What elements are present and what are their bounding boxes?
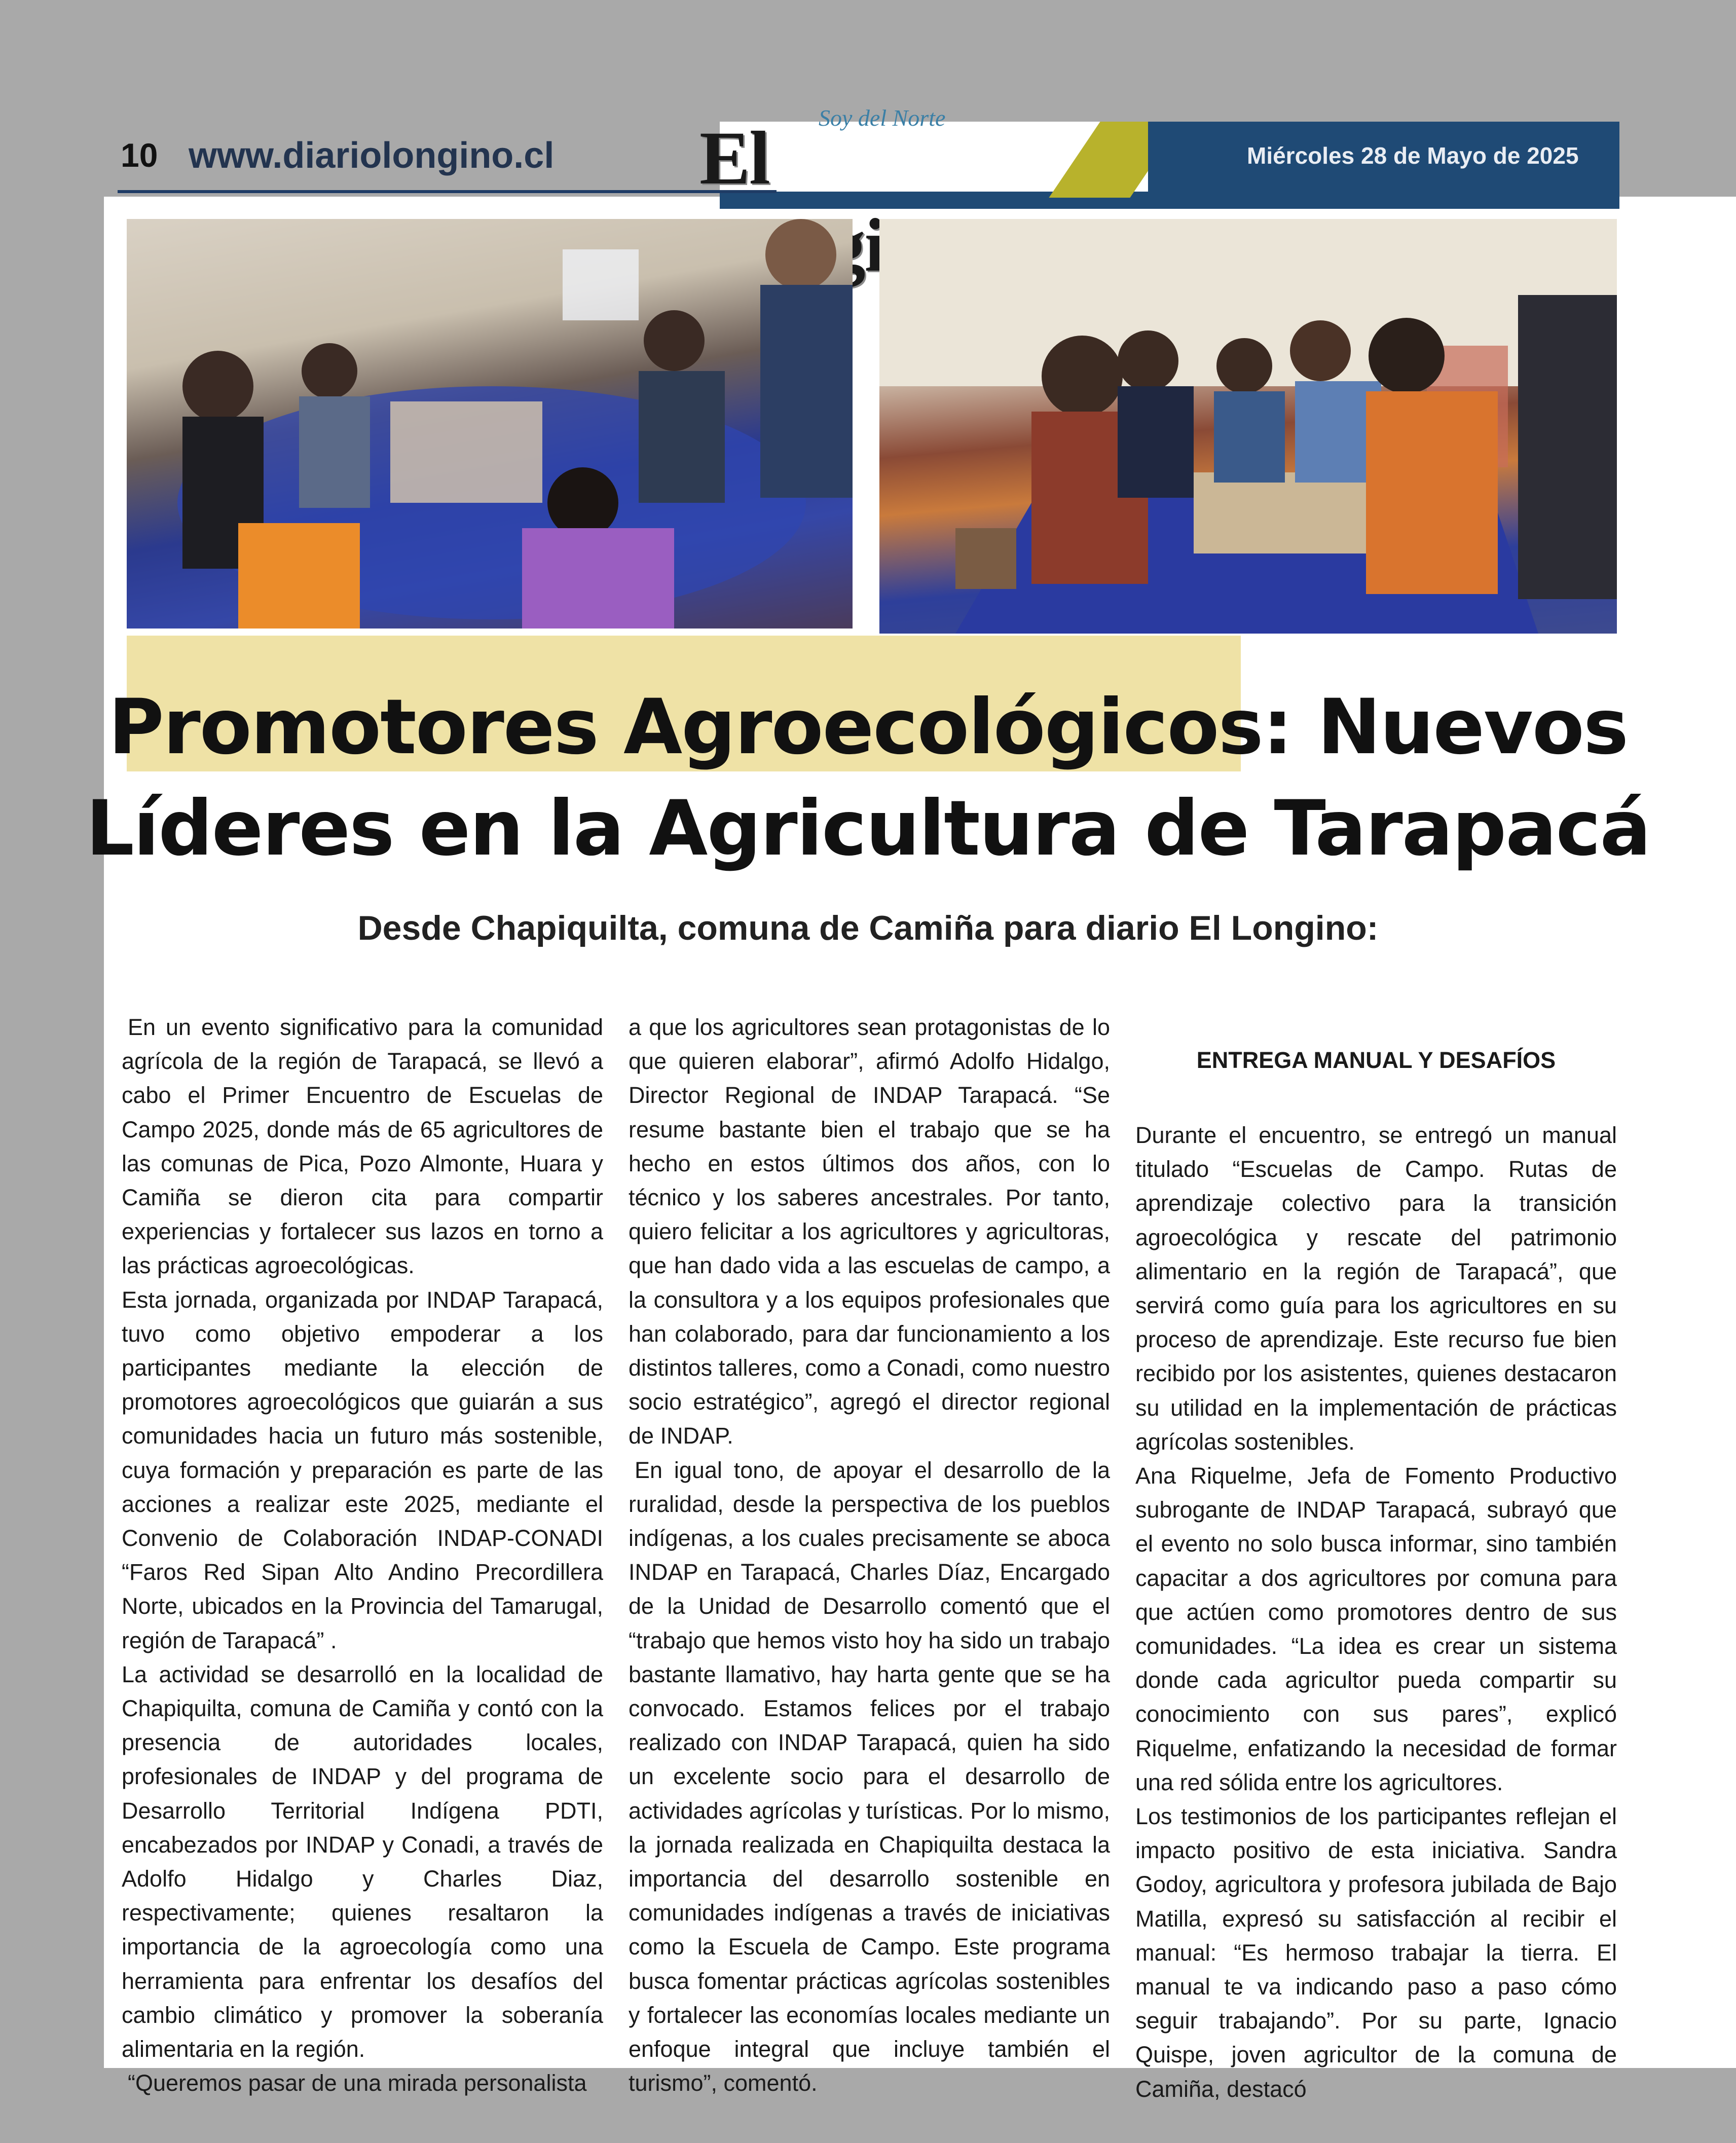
paragraph: Ana Riquelme, Jefa de Fomento Productivo subrogante de INDAP Tarapacá, subrayó que el evento no solo busca informar, sino también capacitar a dos agricultores por comuna para que actúen como promotores dentro de sus comunidades. “La idea es crear un sistema donde cada agricultor pueda compartir su conocimiento con sus pares”, explicó Riquelme, enfatizando la necesidad de formar una red sólida entre los agricultores. xyxy=(1135,1463,1617,1795)
paragraph: Los testimonios de los participantes reflejan el impacto positivo de esta iniciativa. Sandra Godoy, agricultora y profesora jubilada de Bajo Matilla, expresó su satisfacción al recibir el manual: “Es hermoso trabajar la tierra. El manual te va indicando paso a paso cómo seguir trabajando”. Por su parte, Ignacio Quispe, joven agricultor de la comuna de Camiña, destacó xyxy=(1135,1803,1617,2102)
paragraph: Esta jornada, organizada por INDAP Tarapacá, tuvo como objetivo empoderar a los participantes mediante la elección de promotores agroecológicos que guiarán a sus comunidades hacia un futuro más sostenible, cuya formación y preparación es parte de las acciones a realizar este 2025, mediante el Convenio de Colaboración INDAP-CONADI “Faros Red Sipan Alto Andino Precordillera Norte, ubicados en la Provincia del Tamarugal, región de Tarapacá” . xyxy=(122,1286,603,1653)
newspaper-logo xyxy=(699,101,1034,203)
paragraph: Durante el encuentro, se entregó un manual titulado “Escuelas de Campo. Rutas de aprendizaje colectivo para la transición agroecológica y rescate del patrimonio alimentario en la región de Tarapacá”, que servirá como guía para los agricultores en su proceso de aprendizaje. Este recurso fue bien recibido por los asistentes, quienes destacaron su utilidad en la implementación de prácticas agrícolas sostenibles. xyxy=(1135,1122,1617,1455)
photo-right-scene xyxy=(879,219,1617,634)
section-heading: ENTREGA MANUAL Y DESAFÍOS xyxy=(1196,1047,1556,1073)
headline-line-1: Promotores Agroecológicos: Nuevos xyxy=(108,683,1628,771)
article-column-2 xyxy=(629,1010,1110,2100)
logo-name: El xyxy=(699,116,769,200)
headline xyxy=(0,677,1736,879)
paragraph: “Queremos pasar de una mirada personalista xyxy=(128,2070,587,2096)
paragraph: a que los agricultores sean protagonistas de lo que quieren elaborar”, afirmó Adolfo Hidalgo, Director Regional de INDAP Tarapacá. “Se resume bastante bien el trabajo que se ha hecho en estos últimos dos años, con lo técnico y los saberes ancestrales. Por tanto, quiero felicitar a los agricultores y agricultoras, que han dado vida a las escuelas de campo, a la consultora y a los equipos profesionales que han colaborado, para dar funcionamiento a los distintos talleres, como a Conadi, como nuestro socio estratégico”, agregó el director regional de INDAP. xyxy=(629,1014,1110,1449)
page-number: 10 xyxy=(121,136,158,174)
photo-workshop-right xyxy=(879,219,1617,634)
paragraph: En un evento significativo para la comunidad agrícola de la región de Tarapacá, se llevó a cabo el Primer Encuentro de Escuelas de Campo 2025, donde más de 65 agricultores de las comunas de Pica, Pozo Almonte, Huara y Camiña se dieron cita para compartir experiencias y fortalecer sus lazos en torno a las prácticas agroecológicas. xyxy=(122,1014,603,1279)
photo-workshop-left xyxy=(127,219,853,629)
paragraph: La actividad se desarrolló en la localidad de Chapiquilta, comuna de Camiña y contó con la presencia de autoridades locales, profesionales de INDAP y del programa de Desarrollo Territorial Indígena PDTI, encabezados por INDAP y Conadi, a través de Adolfo Hidalgo y Charles Diaz, respectivamente; quienes resaltaron la importancia de la agroecología como una herramienta para enfrentar los desafíos del cambio climático y promover la soberanía alimentaria en la región. xyxy=(122,1661,603,2062)
issue-date: Miércoles 28 de Mayo de 2025 xyxy=(1247,142,1579,169)
paragraph: En igual tono, de apoyar el desarrollo de la ruralidad, desde la perspectiva de los pueblos indígenas, a los cuales precisamente se aboca INDAP en Tarapacá, Charles Díaz, Encargado de la Unidad de Desarrollo comentó que el “trabajo que hemos visto hoy ha sido un trabajo bastante llamativo, hay harta gente que se ha convocado. Estamos felices por el trabajo realizado con INDAP Tarapacá, quien ha sido un excelente socio para el desarrollo de actividades agrícolas y turísticas. Por lo mismo, la jornada realizada en Chapiquilta destaca la importancia del desarrollo sostenible en comunidades indígenas a través de iniciativas como la Escuela de Campo. Este programa busca fomentar prácticas agrícolas sostenibles y fortalecer las economías locales mediante un enfoque integral que incluye también el turismo”, comentó. xyxy=(629,1457,1110,2096)
subheading: Desde Chapiquilta, comuna de Camiña para diario El Longino: xyxy=(357,909,1379,947)
header-rule xyxy=(118,190,777,193)
article-column-3 xyxy=(1135,1043,1617,2106)
website-link[interactable]: www.diariolongino.cl xyxy=(189,135,555,176)
article-column-1 xyxy=(122,1010,603,2100)
headline-line-2: Líderes en la Agricultura de Tarapacá xyxy=(86,785,1650,873)
logo-tagline: Soy del Norte xyxy=(819,105,946,131)
photo-left-scene xyxy=(127,219,853,629)
